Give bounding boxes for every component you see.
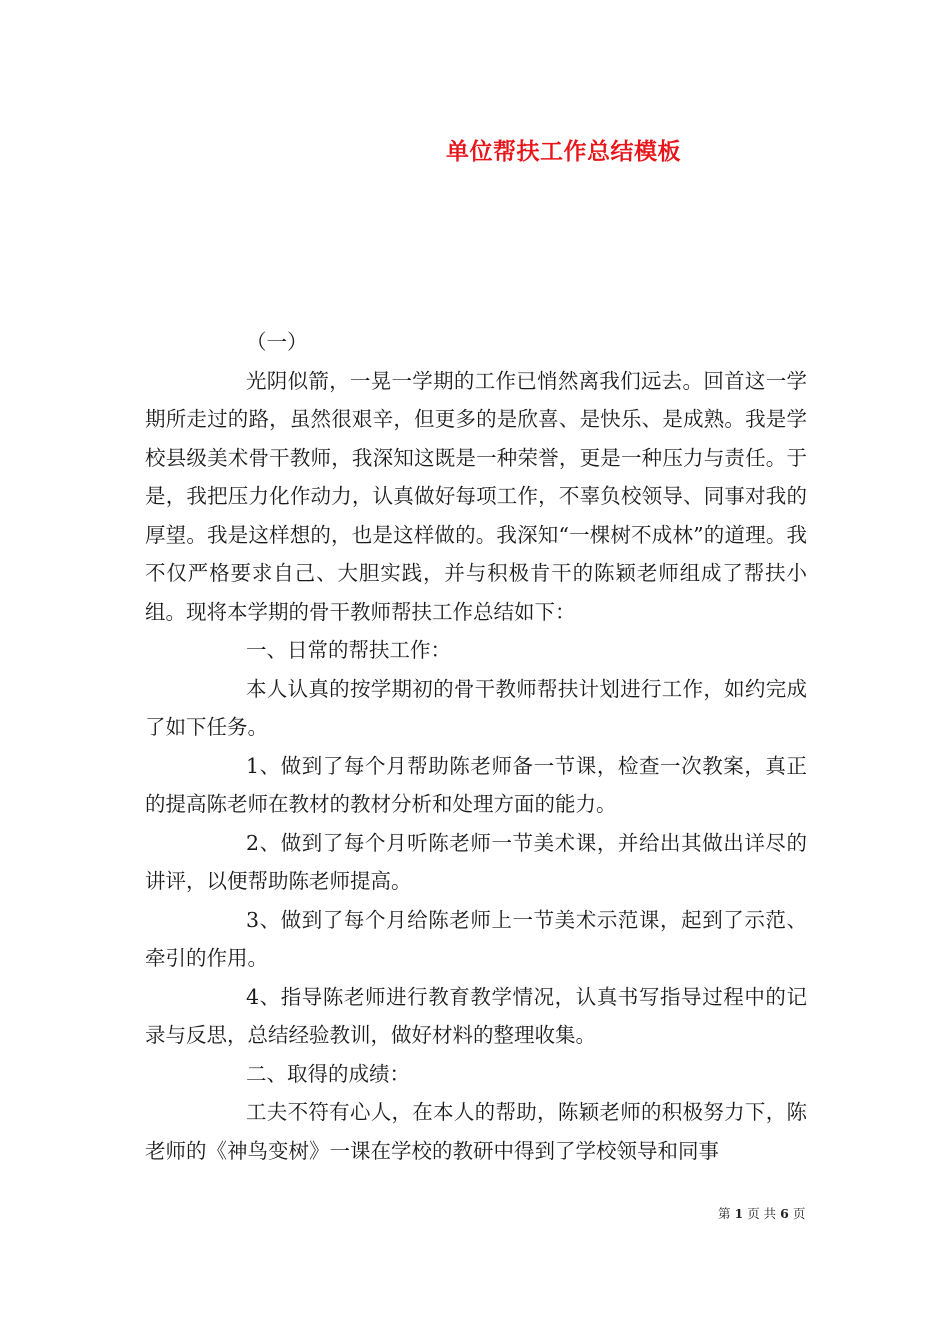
section-marker: （一） [246,330,308,354]
list-item-1: 1、做到了每个月帮助陈老师备一节课，检查一次教案，真正的提高陈老师在教材的教材分析和处理方面的能力。 [145,753,807,816]
list-item-4: 4、指导陈老师进行教育教学情况，认真书写指导过程中的记录与反思，总结经验教训，做好材料的整理收集。 [145,984,807,1047]
page-title: 单位帮扶工作总结模板 [446,138,681,165]
footer-total-pages: 6 [780,1206,789,1221]
paragraph-achievements: 工夫不符有心人，在本人的帮助，陈颖老师的积极努力下，陈老师的《神鸟变树》一课在学校的教研中得到了学校领导和同事 [145,1100,807,1163]
page-footer [718,1204,805,1222]
footer-suffix: 页 [792,1206,806,1221]
paragraph-intro: 光阴似箭，一晃一学期的工作已悄然离我们远去。回首这一学期所走过的路，虽然很艰辛，但更多的是欣喜、是快乐、是成熟。我是学校县级美术骨干教师，我深知这既是一种荣誉，更是一种压力与责任。于是，我把压力化作动力，认真做好每项工作，不辜负校领导、同事对我的厚望。我是这样想的，也是这样做的。我深知“一棵树不成林”的道理。我不仅严格要求自己、大胆实践，并与积极肯干的陈颖老师组成了帮扶小组。现将本学期的骨干教师帮扶工作总结如下： [145,368,807,624]
document-body [145,323,807,1170]
footer-middle: 页 共 [747,1206,777,1221]
list-item-3: 3、做到了每个月给陈老师上一节美术示范课，起到了示范、牵引的作用。 [145,907,807,970]
footer-current-page: 1 [734,1206,744,1221]
paragraph-plan: 本人认真的按学期初的骨干教师帮扶计划进行工作，如约完成了如下任务。 [145,676,807,739]
list-item-2: 2、做到了每个月听陈老师一节美术课，并给出其做出详尽的讲评，以便帮助陈老师提高。 [145,830,807,893]
heading-achievements: 二、取得的成绩： [246,1061,410,1086]
footer-prefix: 第 [718,1206,731,1221]
heading-daily-work: 一、日常的帮扶工作： [246,638,451,662]
